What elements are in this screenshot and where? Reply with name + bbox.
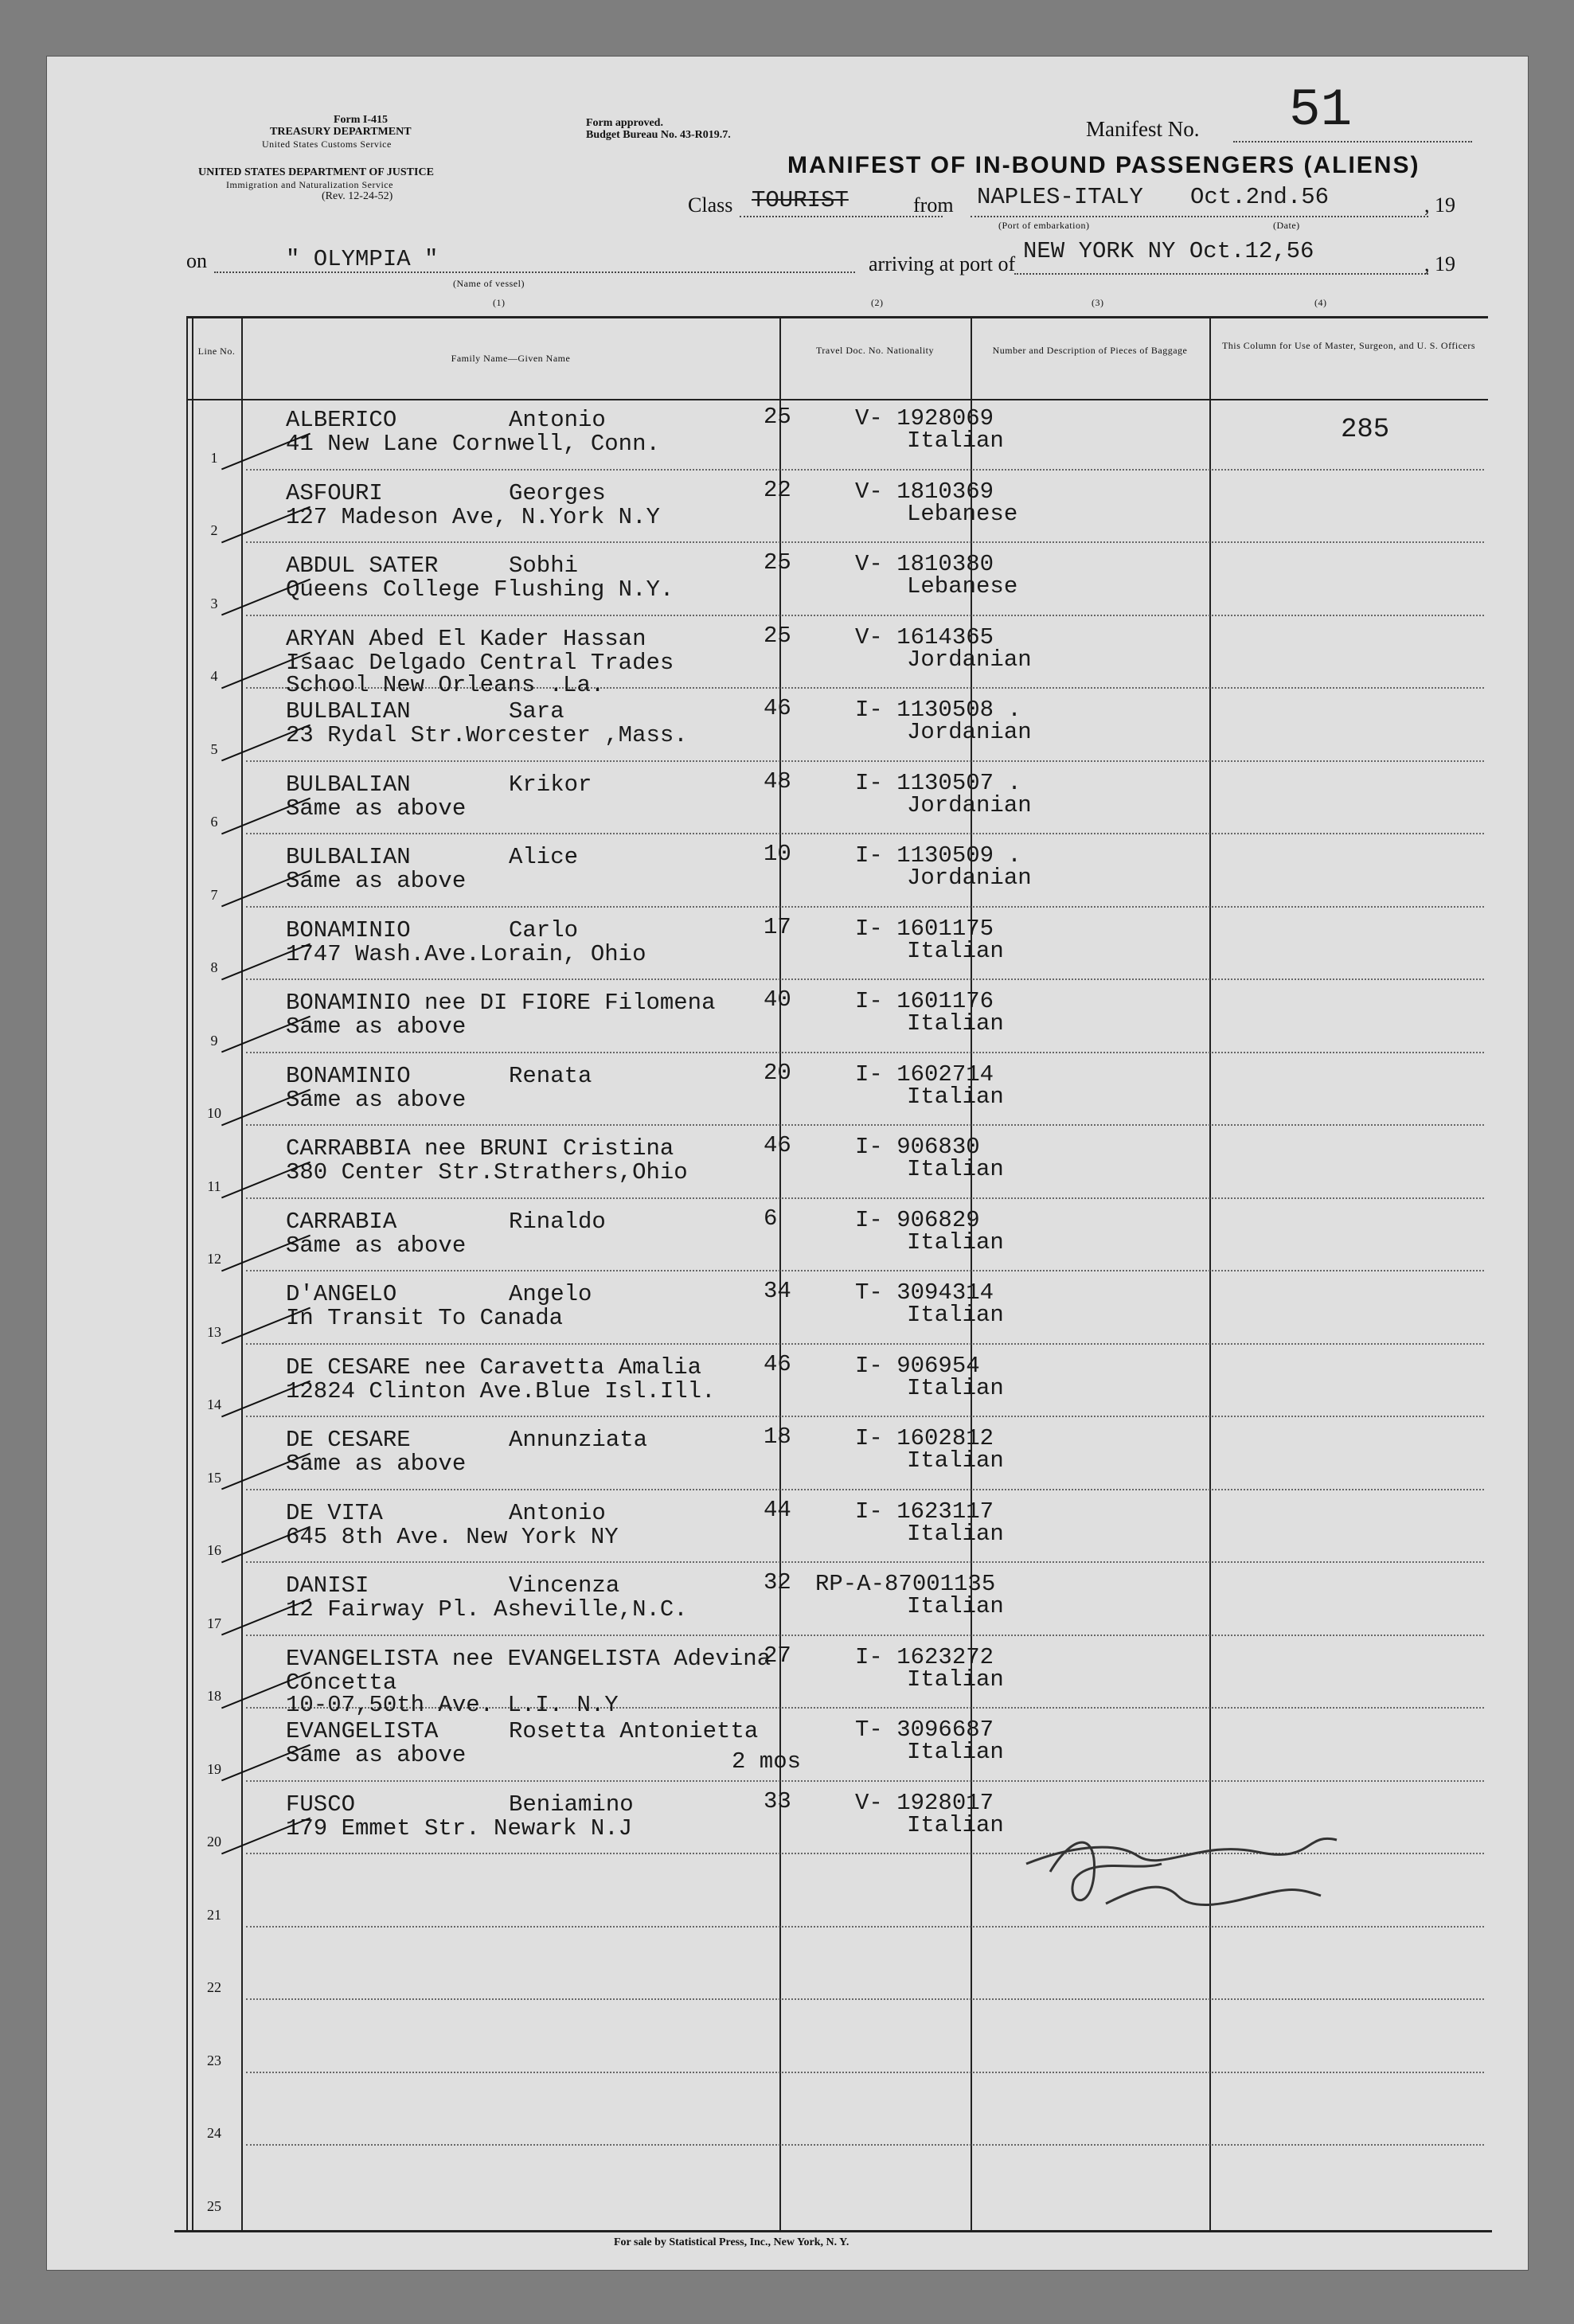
family-name: ALBERICO (286, 407, 397, 433)
family-name: DANISI (286, 1572, 369, 1599)
given-name: Beniamino (509, 1791, 634, 1818)
travel-doc-no: I- 1623117 (855, 1498, 994, 1525)
travel-doc-no: I- 1623272 (855, 1643, 994, 1670)
col-baggage: Number and Description of Pieces of Baggage (992, 345, 1188, 356)
manifest-title: MANIFEST OF IN-BOUND PASSENGERS (ALIENS) (787, 152, 1420, 178)
nationality: Italian (907, 1374, 1004, 1401)
ins-service: Immigration and Naturalization Service (226, 179, 393, 190)
col-num-2: (2) (871, 297, 884, 308)
given-name: Sobhi (509, 553, 579, 579)
address: In Transit To Canada (286, 1305, 564, 1331)
age: 44 (764, 1496, 791, 1523)
port-embarkation: NAPLES-ITALY (977, 184, 1143, 210)
given-name: Sara (509, 698, 564, 725)
nationality: Jordanian (907, 646, 1032, 673)
travel-doc-no: I- 1601176 (855, 988, 994, 1014)
line-number: 10 (207, 1105, 221, 1121)
line-number: 20 (207, 1834, 221, 1849)
col-line-no: Line No. (197, 346, 236, 357)
col-officers: This Column for Use of Master, Surgeon, and U. S. Officers (1221, 340, 1476, 351)
travel-doc-no: T- 3096687 (855, 1717, 994, 1743)
travel-doc-no: T- 3094314 (855, 1279, 994, 1306)
address: 12 Fairway Pl. Asheville,N.C. (286, 1596, 688, 1623)
nationality: Italian (907, 1010, 1004, 1037)
nationality: Italian (907, 1447, 1004, 1474)
age: 18 (764, 1424, 791, 1450)
age: 46 (764, 1350, 791, 1377)
travel-doc-no: I- 1602714 (855, 1060, 994, 1088)
family-name: D'ANGELO (286, 1281, 397, 1307)
nationality: Italian (907, 1083, 1004, 1110)
family-name: BONAMINIO (286, 1062, 411, 1089)
family-name: ARYAN Abed El Kader Hassan (286, 625, 646, 652)
line-number: 16 (207, 1542, 221, 1558)
age: 2 mos (732, 1748, 802, 1775)
col-num-4: (4) (1314, 297, 1327, 308)
col-travel-doc: Travel Doc. No. Nationality (815, 345, 935, 356)
given-name: Angelo (509, 1281, 592, 1307)
given-name: Vincenza (509, 1572, 620, 1599)
address: Same as above (286, 1086, 467, 1113)
nationality: Italian (907, 1302, 1004, 1328)
address-line-2: 10-07,50th Ave. L.I. N.Y (286, 1691, 619, 1718)
travel-doc-no: V- 1928069 (855, 405, 994, 432)
line-number: 15 (207, 1469, 221, 1486)
address: Same as above (286, 868, 467, 894)
arriving-label: arriving at port of (869, 252, 1016, 275)
line-number: 1 (210, 449, 218, 466)
age: 46 (764, 695, 791, 721)
age: 48 (764, 768, 791, 795)
line-number: 21 (207, 1906, 221, 1923)
vessel-name: " OLYMPIA " (286, 246, 439, 272)
age: 6 (764, 1205, 778, 1232)
family-name: DE VITA (286, 1499, 383, 1526)
travel-doc-no: I- 906830 (855, 1134, 980, 1160)
line-number: 12 (207, 1251, 221, 1267)
family-name: ABDUL SATER (286, 553, 439, 579)
age: 25 (764, 404, 791, 430)
nationality: Italian (907, 1520, 1004, 1547)
travel-doc-no: I- 1130508 . (855, 697, 1021, 723)
arrival-port-date: NEW YORK NY Oct.12,56 (1023, 238, 1314, 264)
form-approved: Form approved. (586, 117, 663, 129)
nationality: Italian (907, 1666, 1004, 1693)
officer-note: 285 (1341, 415, 1390, 445)
line-number: 14 (207, 1396, 221, 1412)
customs-service: United States Customs Service (262, 139, 392, 150)
given-name: Rinaldo (509, 1208, 606, 1235)
travel-doc-no: I- 1602812 (855, 1425, 994, 1451)
line-number: 25 (207, 2197, 221, 2214)
given-name: Rosetta Antonietta (509, 1718, 759, 1744)
on-label: on (186, 249, 207, 272)
travel-doc-no: V- 1810380 (855, 551, 994, 577)
treasury-dept: TREASURY DEPARTMENT (270, 126, 412, 138)
col-num-1: (1) (493, 297, 506, 308)
line-number: 19 (207, 1760, 221, 1777)
line-number: 11 (207, 1178, 221, 1194)
form-id: Form I-415 (334, 114, 389, 126)
age: 27 (764, 1642, 791, 1669)
line-number: 4 (210, 668, 218, 684)
address: 645 8th Ave. New York NY (286, 1523, 619, 1550)
address: Same as above (286, 1014, 467, 1040)
date-caption: (Date) (1273, 220, 1300, 231)
given-name: Carlo (509, 916, 579, 943)
nationality: Italian (907, 428, 1004, 454)
given-name: Antonio (509, 407, 606, 433)
family-name: EVANGELISTA (286, 1718, 439, 1744)
address-line-2: School New Orleans .La. (286, 671, 605, 698)
address: Same as above (286, 1232, 467, 1259)
travel-doc-no: I- 906829 (855, 1206, 980, 1233)
travel-doc-no: RP-A-87001135 (815, 1571, 996, 1597)
age: 10 (764, 841, 791, 867)
given-name: Georges (509, 479, 606, 506)
family-name: BONAMINIO (286, 916, 411, 943)
nationality: Italian (907, 1811, 1004, 1838)
line-number: 5 (210, 740, 218, 757)
family-name: ASFOURI (286, 479, 383, 506)
nationality: Jordanian (907, 791, 1032, 818)
travel-doc-no: I- 1130507 . (855, 769, 1021, 796)
revision: (Rev. 12-24-52) (322, 190, 393, 202)
address: Same as above (286, 1451, 467, 1477)
nationality: Jordanian (907, 719, 1032, 745)
age: 46 (764, 1132, 791, 1158)
col-name: Family Name—Given Name (451, 353, 571, 364)
vessel-caption: (Name of vessel) (453, 278, 525, 289)
year-label-2: , 19 (1424, 252, 1455, 275)
address: 12824 Clinton Ave.Blue Isl.Ill. (286, 1377, 716, 1404)
port-caption: (Port of embarkation) (998, 220, 1090, 231)
manifest-label: Manifest No. (1086, 117, 1200, 141)
travel-doc-no: V- 1928017 (855, 1789, 994, 1816)
age: 22 (764, 476, 791, 503)
nationality: Jordanian (907, 865, 1032, 891)
line-number: 17 (207, 1615, 221, 1631)
family-name: EVANGELISTA nee EVANGELISTA Adevina (286, 1645, 771, 1672)
line-number: 7 (210, 886, 218, 903)
line-number: 8 (210, 959, 218, 975)
nationality: Italian (907, 1156, 1004, 1182)
given-name: Krikor (509, 771, 592, 798)
class-value: TOURIST (752, 187, 849, 213)
address: Isaac Delgado Central Trades (286, 649, 674, 676)
given-name: Alice (509, 844, 579, 870)
family-name: BULBALIAN (286, 698, 411, 725)
age: 40 (764, 986, 791, 1013)
family-name: BULBALIAN (286, 771, 411, 798)
nationality: Italian (907, 1593, 1004, 1619)
address: 179 Emmet Str. Newark N.J (286, 1814, 633, 1842)
line-number: 22 (207, 1979, 221, 1995)
family-name: FUSCO (286, 1791, 356, 1818)
family-name: BONAMINIO nee DI FIORE Filomena (286, 990, 716, 1016)
manifest-number: 51 (1289, 80, 1353, 140)
family-name: DE CESARE (286, 1427, 411, 1453)
address: Same as above (286, 795, 467, 822)
travel-doc-no: I- 1601175 (855, 915, 994, 942)
travel-doc-no: I- 1130509 . (855, 842, 1021, 869)
address: 23 Rydal Str.Worcester ,Mass. (286, 722, 688, 748)
line-number: 2 (210, 522, 218, 538)
line-number: 18 (207, 1688, 221, 1704)
from-label: from (913, 193, 954, 217)
nationality: Lebanese (907, 573, 1018, 600)
age: 17 (764, 913, 791, 940)
address: 380 Center Str.Strathers,Ohio (286, 1159, 688, 1185)
age: 32 (764, 1569, 791, 1596)
given-name: Renata (509, 1062, 592, 1089)
age: 20 (764, 1059, 791, 1086)
nationality: Italian (907, 1739, 1004, 1765)
line-number: 9 (210, 1032, 218, 1049)
address: Queens College Flushing N.Y. (286, 576, 674, 603)
family-name: CARRABBIA nee BRUNI Cristina (286, 1135, 674, 1162)
travel-doc-no: I- 906954 (855, 1352, 980, 1379)
line-number: 23 (207, 2052, 221, 2068)
family-name: BULBALIAN (286, 844, 411, 870)
address: 41 New Lane Cornwell, Conn. (286, 431, 660, 457)
address: 1747 Wash.Ave.Lorain, Ohio (286, 940, 646, 967)
age: 25 (764, 622, 791, 649)
officer-signature (1018, 1816, 1353, 1935)
age: 33 (764, 1787, 791, 1814)
address: Same as above (286, 1742, 467, 1768)
col-num-3: (3) (1092, 297, 1104, 308)
nationality: Lebanese (907, 500, 1018, 527)
nationality: Italian (907, 1228, 1004, 1256)
class-label: Class (688, 193, 733, 217)
line-number: 24 (207, 2125, 221, 2141)
line-number: 6 (210, 814, 218, 830)
travel-doc-no: V- 1614365 (855, 623, 994, 650)
budget-bureau: Budget Bureau No. 43-R019.7. (586, 129, 731, 141)
manifest-sheet (46, 56, 1529, 2271)
line-number: 13 (207, 1323, 221, 1340)
given-name: Antonio (509, 1499, 606, 1526)
year-label: , 19 (1424, 193, 1455, 217)
footer-note: For sale by Statistical Press, Inc., New York, N. Y. (614, 2236, 849, 2248)
travel-doc-no: V- 1810369 (855, 478, 994, 505)
line-number: 3 (210, 595, 218, 611)
family-name: CARRABIA (286, 1208, 397, 1235)
family-name: DE CESARE nee Caravetta Amalia (286, 1353, 702, 1381)
nationality: Italian (907, 937, 1004, 964)
age: 25 (764, 549, 791, 576)
embarkation-date: Oct.2nd.56 (1190, 184, 1330, 210)
age: 34 (764, 1278, 791, 1304)
address: 127 Madeson Ave, N.York N.Y (286, 503, 660, 530)
justice-dept: UNITED STATES DEPARTMENT OF JUSTICE (198, 166, 434, 178)
address: Concetta (286, 1669, 397, 1696)
given-name: Annunziata (509, 1427, 648, 1453)
